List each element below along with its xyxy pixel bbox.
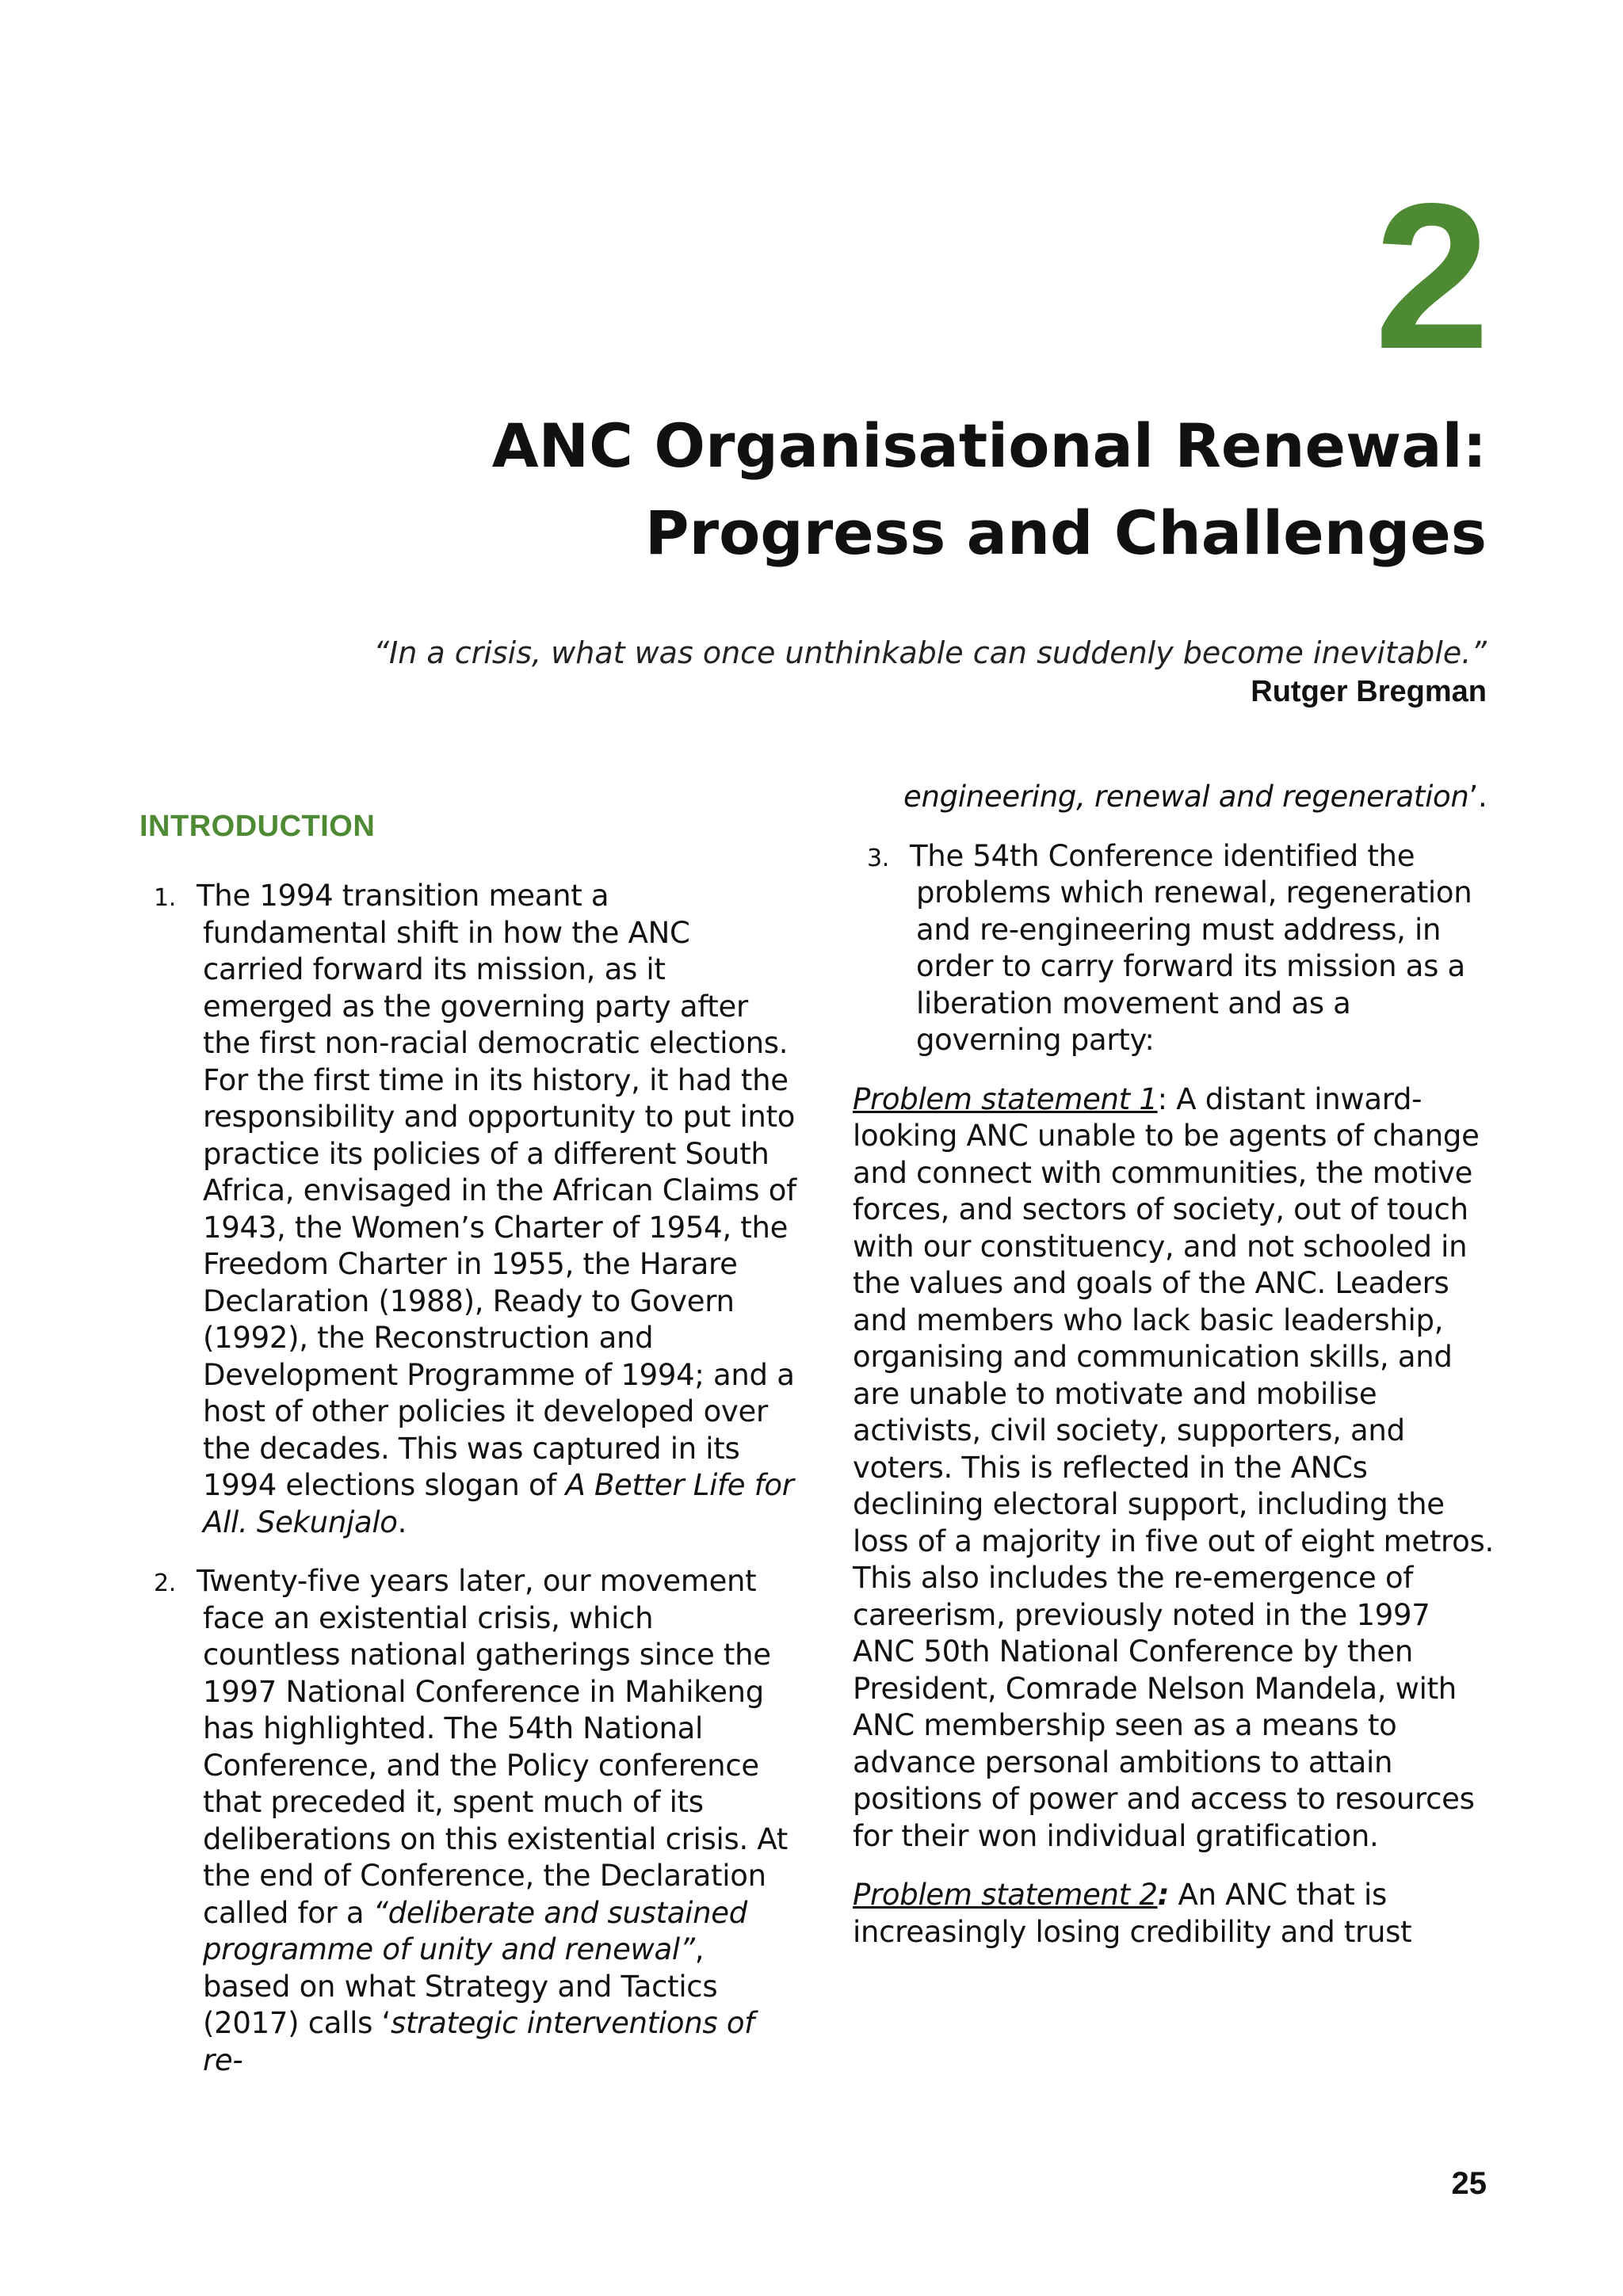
item-number: 2. <box>154 1569 177 1597</box>
chapter-number: 2 <box>1374 160 1487 392</box>
chapter-title <box>298 402 1487 577</box>
item-italic-quote: “deliberate and sustained programme of unity and renewal” <box>203 1895 747 1966</box>
item-italic-end: strategic interventions of re- <box>203 2006 754 2077</box>
item-first-line: The 54th Conference identified the <box>910 838 1415 873</box>
item-number: 3. <box>867 844 890 872</box>
problem-statement-label: Problem statement 1 <box>853 1081 1158 1116</box>
left-column <box>139 878 797 2101</box>
item-first-line: The 1994 transition meant a <box>197 879 609 913</box>
chapter-title-line2: Progress and Challenges <box>644 498 1487 568</box>
problem-statement-text: An ANC that is increasingly losing credibility and trust <box>853 1878 1412 1949</box>
numbered-item-3 <box>853 838 1495 1059</box>
numbered-item-2 <box>139 1563 797 2079</box>
item-italic-slogan: A Better Life for All. Sekunjalo <box>203 1468 794 1539</box>
continuation-italic: engineering, renewal and regeneration <box>903 780 1469 814</box>
problem-statement-colon: : <box>1157 1081 1167 1116</box>
item-first-line: Twenty-five years later, our movement <box>197 1564 757 1598</box>
problem-statement-colon: : <box>1157 1878 1170 1912</box>
item-number: 1. <box>154 884 177 912</box>
item-text: fundamental shift in how the ANC carried forward its mission, as it emerged as the governing party after the first non-racial democratic elections. For the first time in its history, it had the responsibility and opportunity to put into practice its policies of a different South Africa, envisaged in the African Claims of 1943, the Women’s Charter of 1954, the Freedom Charter in 1955, the Harare Declaration (1988), Ready to Govern (1992), the Reconstruction and Development Programme of 1994; and a host of other policies it developed over the decades. This was captured in its 1994 elections slogan of <box>203 915 796 1502</box>
chapter-title-line1: ANC Organisational Renewal: <box>491 410 1487 481</box>
numbered-item-1 <box>139 878 797 1541</box>
continuation-end: ’. <box>1468 780 1487 814</box>
section-heading: INTRODUCTION <box>139 810 376 843</box>
item-text: problems which renewal, regeneration and re-engineering must address, in order to carry forward its mission as a liberation movement and as a governing party: <box>916 875 1472 1057</box>
epigraph-author: Rutger Bregman <box>1251 675 1487 708</box>
item-text-after: , based on what Strategy and Tactics (2017) calls ‘ <box>203 1932 718 2040</box>
problem-statement-2 <box>853 1877 1495 1951</box>
problem-statement-text: A distant inward-looking ANC unable to be agents of change and connect with communities, the motive forces, and sectors of society, out of touch with our constituency, and not schooled in the values and goals of the ANC. Leaders and members who lack basic leadership, organising and communication skills, and are unable to motivate and mobilise activists, civil society, supporters, and voters. This is reflected in the ANCs declining electoral support, including the loss of a majority in five out of eight metros. This also includes the re-emergence of careerism, previously noted in the 1997 ANC 50th National Conference by then President, Comrade Nelson Mandela, with ANC membership seen as a means to advance personal ambitions to attain positions of power and access to resources for their won individual gratification. <box>853 1081 1494 1853</box>
problem-statement-1 <box>853 1081 1495 1855</box>
epigraph-quote: “In a crisis, what was once unthinkable can suddenly become inevitable.” <box>373 635 1487 670</box>
right-column <box>853 779 1495 1973</box>
problem-statement-label: Problem statement 2 <box>853 1878 1158 1912</box>
item-end: . <box>397 1505 407 1539</box>
item-2-continuation <box>853 779 1495 816</box>
item-text: face an existential crisis, which countless national gatherings since the 1997 National Conference in Mahikeng has highlighted. The 54th National Conference, and the Policy conference that preceded it, spent much of its deliberations on this existential crisis. At the end of Conference, the Declaration called for a <box>203 1600 788 1930</box>
page-number: 25 <box>1451 2166 1487 2201</box>
